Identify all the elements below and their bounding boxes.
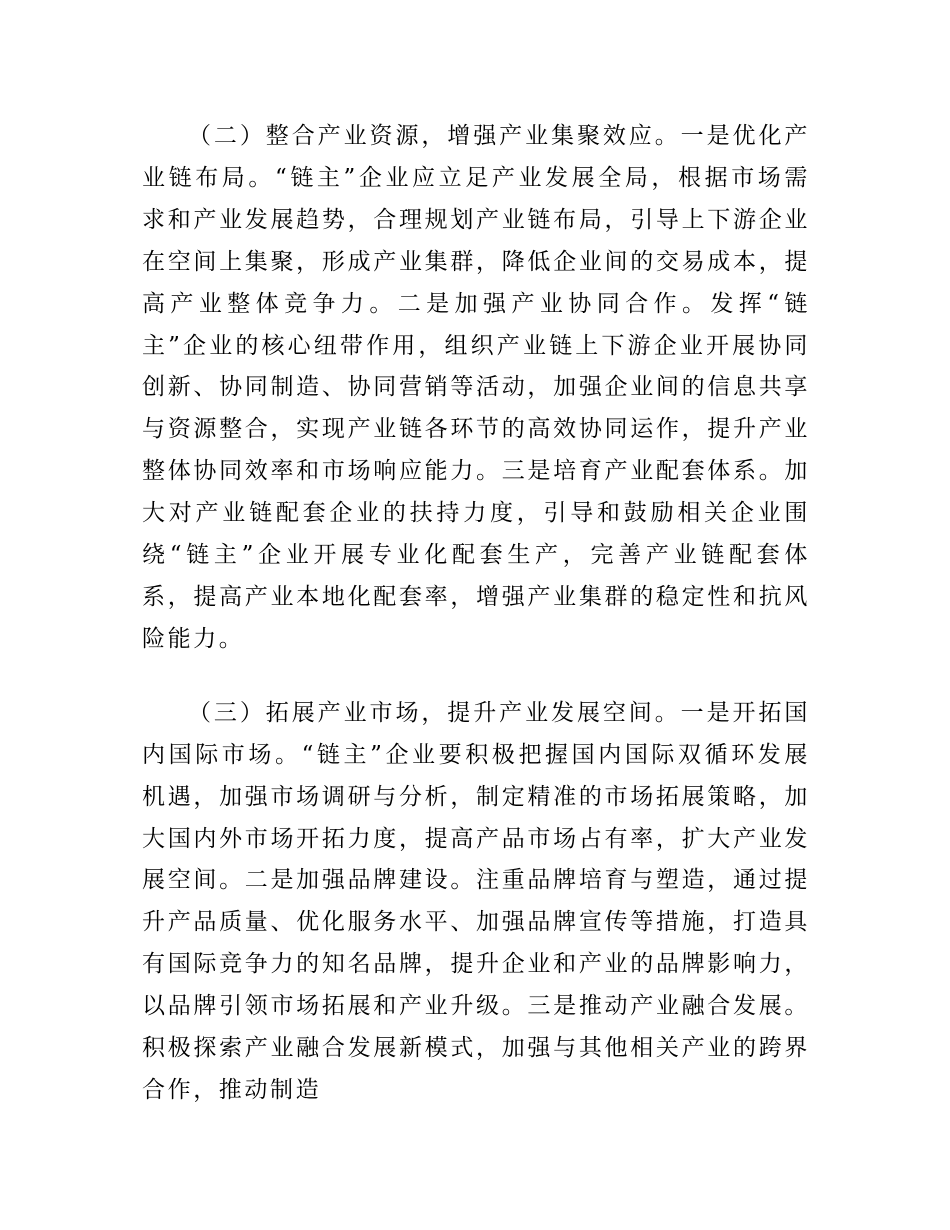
paragraph-section-2: （二）整合产业资源，增强产业集聚效应。一是优化产业链布局。“链主”企业应立足产业发展全局，根据市场需求和产业发展趋势，合理规划产业链布局，引导上下游企业在空间上集聚，形成产业集群，降低企业间的交易成本，提高产业整体竞争力。二是加强产业协同合作。发挥“链主”企业的核心纽带作用，组织产业链上下游企业开展协同创新、协同制造、协同营销等活动，加强企业间的信息共享与资源整合，实现产业链各环节的高效协同运作，提升产业整体协同效率和市场响应能力。三是培育产业配套体系。加大对产业链配套企业的扶持力度，引导和鼓励相关企业围绕“链主”企业开展专业化配套生产，完善产业链配套体系，提高产业本地化配套率，增强产业集群的稳定性和抗风险能力。 [142,123,810,652]
paragraph-spacer [142,661,810,693]
document-body [142,116,810,1112]
paragraph-section-3: （三）拓展产业市场，提升产业发展空间。一是开拓国内国际市场。“链主”企业要积极把握国内国际双循环发展机遇，加强市场调研与分析，制定精准的市场拓展策略，加大国内外市场开拓力度，提高产品市场占有率，扩大产业发展空间。二是加强品牌建设。注重品牌培育与塑造，通过提升产品质量、优化服务水平、加强品牌宣传等措施，打造具有国际竞争力的知名品牌，提升企业和产业的品牌影响力，以品牌引领市场拓展和产业升级。三是推动产业融合发展。积极探索产业融合发展新模式，加强与其他相关产业的跨界合作，推动制造 [142,699,810,1103]
